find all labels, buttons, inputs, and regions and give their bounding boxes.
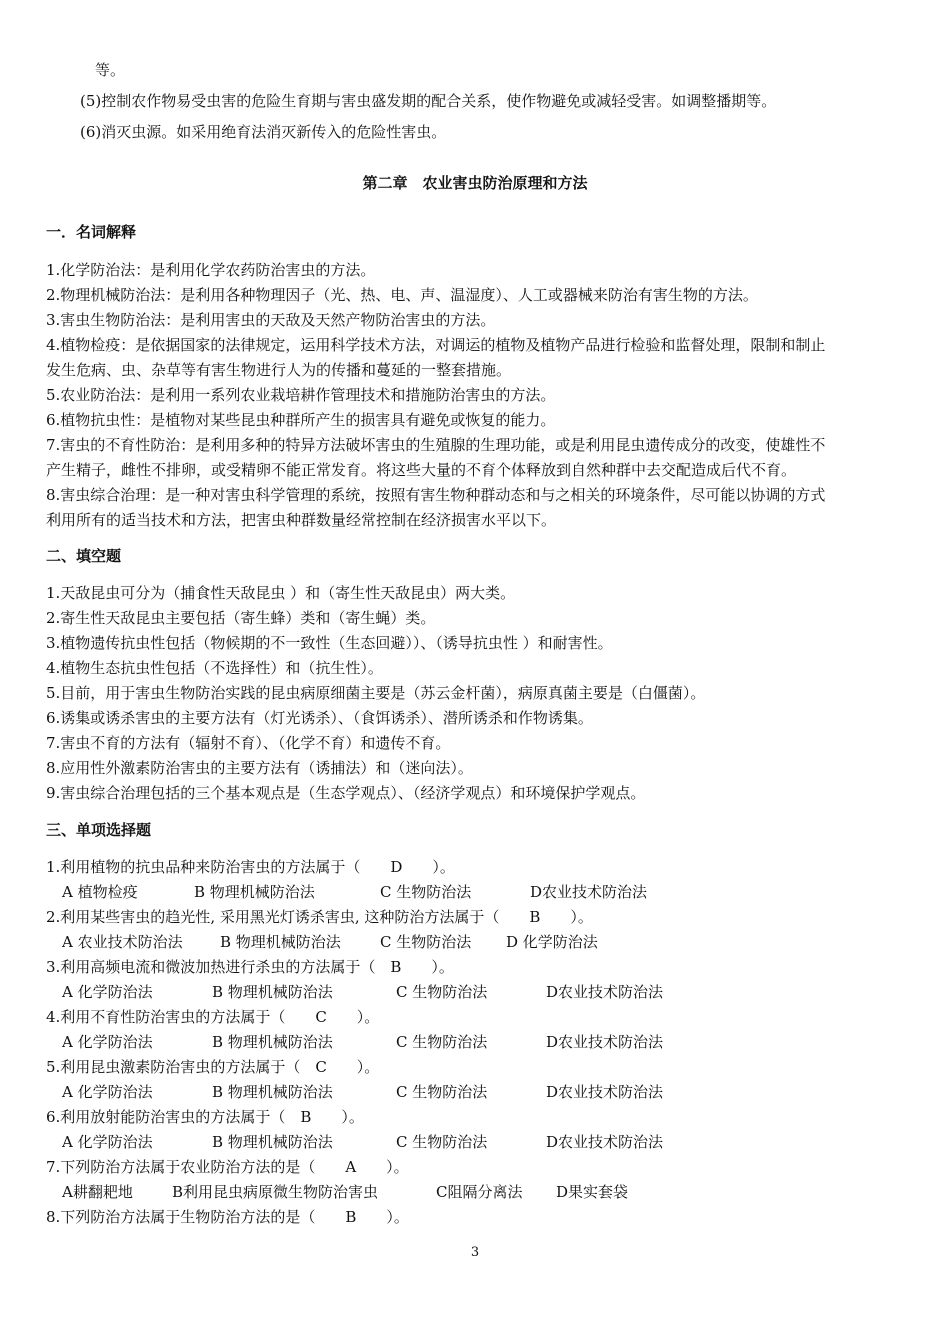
option: B 物理机械防治法 xyxy=(220,933,341,951)
option: C 生物防治法 xyxy=(396,1133,488,1151)
option: B 物理机械防治法 xyxy=(212,1083,333,1101)
option: B 物理机械防治法 xyxy=(194,883,315,901)
fill-blank-line: 3.植物遗传抗虫性包括（物候期的不一致性（生态回避））、（诱导抗虫性 ）和耐害性。 xyxy=(46,634,613,652)
fill-blank-line: 8.应用性外激素防治害虫的主要方法有（诱捕法）和（迷向法）。 xyxy=(46,759,473,777)
definition-line: 产生精子，雌性不排卵，或受精卵不能正常发育。将这些大量的不育个体释放到自然种群中去交配造成后代不育。 xyxy=(46,461,797,479)
option: A 化学防治法 xyxy=(62,1033,153,1051)
option: D农业技术防治法 xyxy=(546,1033,664,1051)
section-title: 三、单项选择题 xyxy=(46,821,152,839)
option: B 物理机械防治法 xyxy=(212,1033,333,1051)
chapter-title: 第二章 农业害虫防治原理和方法 xyxy=(362,174,588,192)
option: C 生物防治法 xyxy=(396,1083,488,1101)
definition-line: 1.化学防治法：是利用化学农药防治害虫的方法。 xyxy=(46,261,376,279)
option: D农业技术防治法 xyxy=(546,983,664,1001)
text-line: (5)控制农作物易受虫害的危险生育期与害虫盛发期的配合关系，使作物避免或减轻受害。如调整播期等。 xyxy=(80,92,777,110)
option: A 农业技术防治法 xyxy=(62,933,183,951)
section-title: 一．名词解释 xyxy=(46,223,137,241)
option: A 植物检疫 xyxy=(62,883,138,901)
option: A耕翻耙地 xyxy=(62,1183,133,1201)
fill-blank-line: 6.诱集或诱杀害虫的主要方法有（灯光诱杀）、（食饵诱杀）、潜所诱杀和作物诱集。 xyxy=(46,709,593,727)
section-title: 二、填空题 xyxy=(46,547,122,565)
definition-line: 利用所有的适当技术和方法，把害虫种群数量经常控制在经济损害水平以下。 xyxy=(46,511,557,529)
option: C 生物防治法 xyxy=(380,883,472,901)
option: C 生物防治法 xyxy=(380,933,472,951)
option: C阻隔分离法 xyxy=(436,1183,523,1201)
question-line: 1.利用植物的抗虫品种来防治害虫的方法属于（ D ）。 xyxy=(46,858,455,876)
options-row xyxy=(62,1030,906,1054)
fill-blank-line: 7.害虫不育的方法有（辐射不育）、（化学不育）和遗传不育。 xyxy=(46,734,451,752)
page-number: 3 xyxy=(470,1245,480,1260)
question-line: 7.下列防治方法属于农业防治方法的是（ A ）。 xyxy=(46,1158,409,1176)
options-row xyxy=(62,980,906,1004)
option: A 化学防治法 xyxy=(62,1083,153,1101)
fill-blank-line: 1.天敌昆虫可分为（捕食性天敌昆虫 ）和（寄生性天敌昆虫）两大类。 xyxy=(46,584,516,602)
question-line: 5.利用昆虫激素防治害虫的方法属于（ C ）。 xyxy=(46,1058,380,1076)
option: C 生物防治法 xyxy=(396,1033,488,1051)
fill-blank-line: 5.目前，用于害虫生物防治实践的昆虫病原细菌主要是（苏云金杆菌），病原真菌主要是（白僵菌）。 xyxy=(46,684,706,702)
definition-line: 发生危病、虫、杂草等有害生物进行人为的传播和蔓延的一整套措施。 xyxy=(46,361,512,379)
options-row xyxy=(62,1180,906,1204)
text-line: 等。 xyxy=(95,61,126,79)
question-line: 8.下列防治方法属于生物防治方法的是（ B ）。 xyxy=(46,1208,409,1226)
option: B 物理机械防治法 xyxy=(212,983,333,1001)
question-line: 6.利用放射能防治害虫的方法属于（ B ）。 xyxy=(46,1108,364,1126)
definition-line: 4.植物检疫：是依据国家的法律规定，运用科学技术方法，对调运的植物及植物产品进行检验和监督处理，限制和制止 xyxy=(46,336,826,354)
options-row xyxy=(62,930,906,954)
question-line: 2.利用某些害虫的趋光性, 采用黑光灯诱杀害虫, 这种防治方法属于（ B ）。 xyxy=(46,908,593,926)
definition-line: 3.害虫生物防治法：是利用害虫的天敌及天然产物防治害虫的方法。 xyxy=(46,311,496,329)
option: D农业技术防治法 xyxy=(530,883,648,901)
question-line: 3.利用高频电流和微波加热进行杀虫的方法属于（ B ）。 xyxy=(46,958,454,976)
option: D农业技术防治法 xyxy=(546,1083,664,1101)
options-row xyxy=(62,1130,906,1154)
option: A 化学防治法 xyxy=(62,983,153,1001)
option: B利用昆虫病原微生物防治害虫 xyxy=(172,1183,379,1201)
option: C 生物防治法 xyxy=(396,983,488,1001)
fill-blank-line: 2.寄生性天敌昆虫主要包括（寄生蜂）类和（寄生蝇）类。 xyxy=(46,609,436,627)
options-row xyxy=(62,1080,906,1104)
fill-blank-line: 9.害虫综合治理包括的三个基本观点是（生态学观点）、（经济学观点）和环境保护学观点。 xyxy=(46,784,646,802)
option: D果实套袋 xyxy=(556,1183,629,1201)
definition-line: 8.害虫综合治理：是一种对害虫科学管理的系统，按照有害生物种群动态和与之相关的环境条件，尽可能以协调的方式 xyxy=(46,486,826,504)
options-row xyxy=(62,880,906,904)
option: B 物理机械防治法 xyxy=(212,1133,333,1151)
question-line: 4.利用不育性防治害虫的方法属于（ C ）。 xyxy=(46,1008,380,1026)
definition-line: 5.农业防治法：是利用一系列农业栽培耕作管理技术和措施防治害虫的方法。 xyxy=(46,386,556,404)
definition-line: 2.物理机械防治法：是利用各种物理因子（光、热、电、声、温湿度）、人工或器械来防治有害生物的方法。 xyxy=(46,286,758,304)
definition-line: 7.害虫的不育性防治：是利用多种的特异方法破坏害虫的生殖腺的生理功能，或是利用昆虫遗传成分的改变，使雄性不 xyxy=(46,436,826,454)
fill-blank-line: 4.植物生态抗虫性包括（不选择性）和（抗生性）。 xyxy=(46,659,383,677)
text-line: (6)消灭虫源。如采用绝育法消灭新传入的危险性害虫。 xyxy=(80,123,447,141)
option: A 化学防治法 xyxy=(62,1133,153,1151)
option: D农业技术防治法 xyxy=(546,1133,664,1151)
option: D 化学防治法 xyxy=(506,933,598,951)
definition-line: 6.植物抗虫性：是植物对某些昆虫种群所产生的损害具有避免或恢复的能力。 xyxy=(46,411,556,429)
